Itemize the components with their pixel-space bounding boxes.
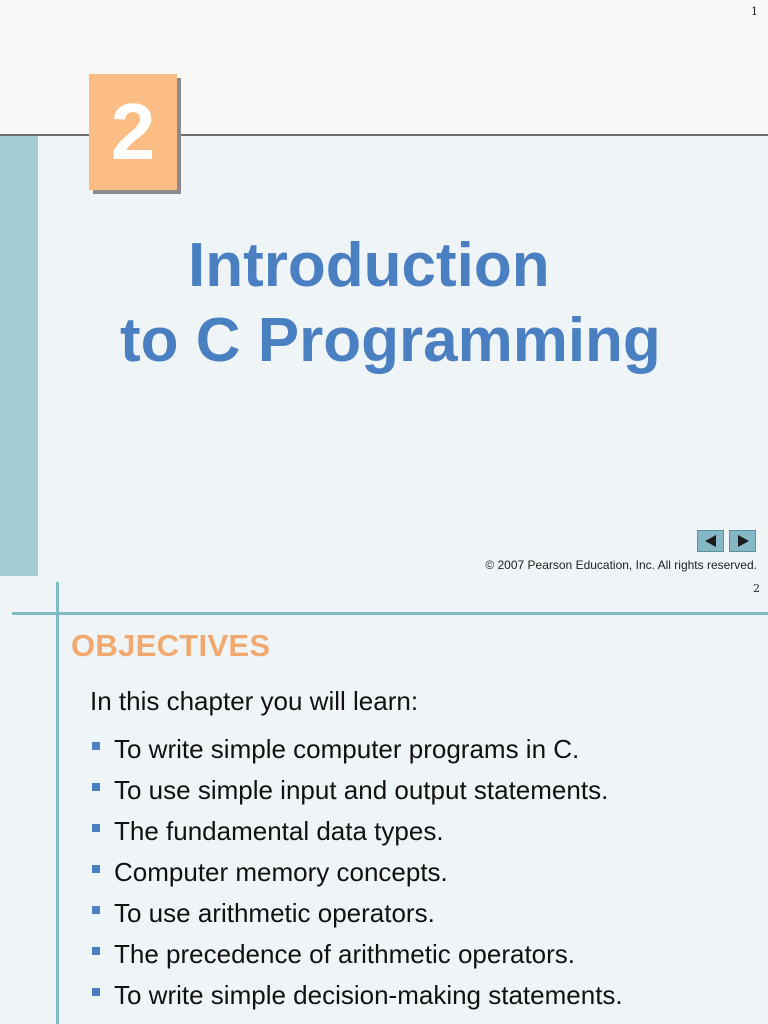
objective-text: The precedence of arithmetic operators. <box>114 939 576 969</box>
horizontal-rule <box>12 612 768 615</box>
square-bullet-icon <box>92 865 100 873</box>
list-item <box>92 770 623 811</box>
list-item <box>92 852 623 893</box>
objective-text: The fundamental data types. <box>114 816 444 846</box>
page-number: 1 <box>751 5 758 18</box>
side-accent-bar <box>0 136 38 576</box>
list-item <box>92 934 623 975</box>
chapter-number: 2 <box>110 87 156 176</box>
page-number: 2 <box>753 582 760 595</box>
square-bullet-icon <box>92 988 100 996</box>
list-item <box>92 975 623 1016</box>
square-bullet-icon <box>92 783 100 791</box>
objective-text: To use arithmetic operators. <box>114 898 435 928</box>
objectives-intro: In this chapter you will learn: <box>90 686 419 716</box>
objectives-heading: OBJECTIVES <box>71 628 271 663</box>
vertical-rule <box>56 582 59 1024</box>
next-slide-button[interactable] <box>729 530 756 552</box>
objective-text: To write simple decision-making statements. <box>114 980 623 1010</box>
triangle-left-icon <box>704 535 718 547</box>
objective-text: To use simple input and output statements. <box>114 775 609 805</box>
square-bullet-icon <box>92 947 100 955</box>
list-item <box>92 729 623 770</box>
list-item <box>92 893 623 934</box>
chapter-number-box <box>89 74 177 190</box>
square-bullet-icon <box>92 906 100 914</box>
objective-text: To write simple computer programs in C. <box>114 734 580 764</box>
objective-text: Computer memory concepts. <box>114 857 448 887</box>
square-bullet-icon <box>92 742 100 750</box>
triangle-right-icon <box>736 535 750 547</box>
list-item <box>92 811 623 852</box>
square-bullet-icon <box>92 824 100 832</box>
slide-title-line-2: to C Programming <box>120 306 661 375</box>
previous-slide-button[interactable] <box>697 530 724 552</box>
copyright-notice: © 2007 Pearson Education, Inc. All rights reserved. <box>485 558 757 572</box>
objectives-list <box>92 729 623 1016</box>
slide-title-line-1: Introduction <box>188 231 550 300</box>
